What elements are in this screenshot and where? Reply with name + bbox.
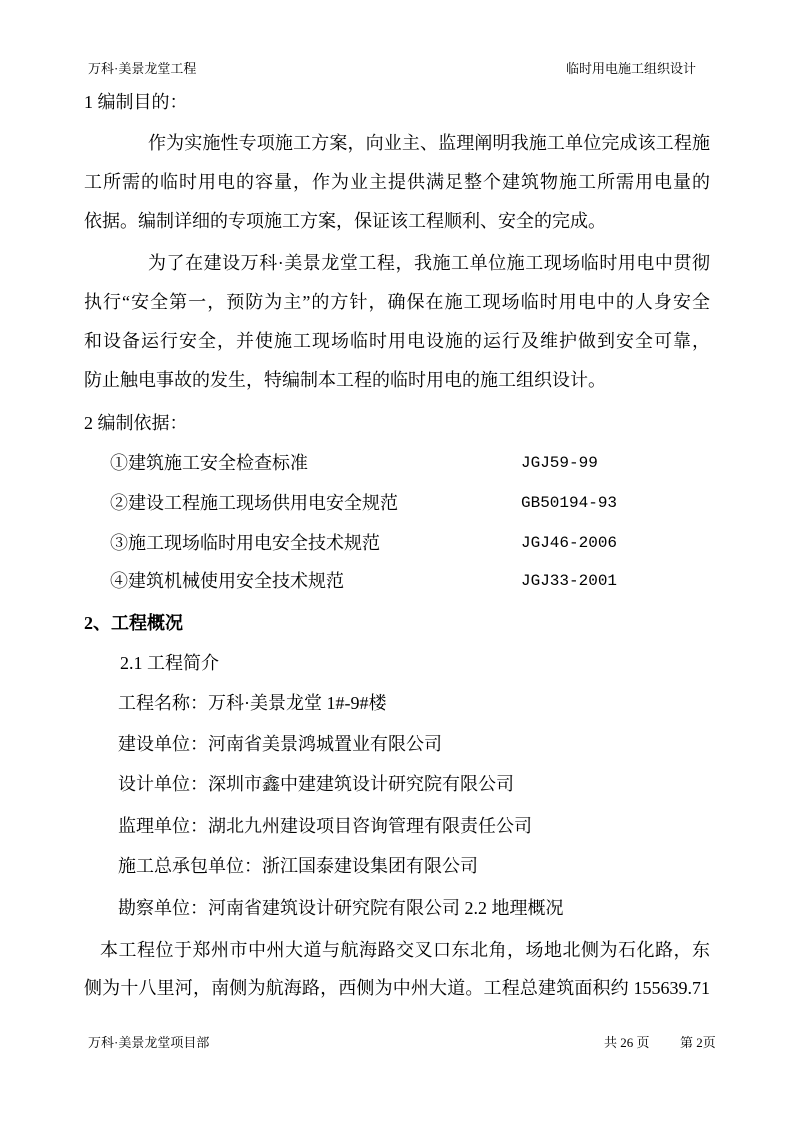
para2-line: 防止触电事故的发生，特编制本工程的临时用电的施工组织设计。	[84, 370, 606, 390]
project-info: 建设单位：河南省美景鸿城置业有限公司	[118, 734, 442, 754]
footer-left: 万科·美景龙堂项目部	[88, 1035, 210, 1050]
footer-total-pages: 共 26 页	[604, 1035, 650, 1050]
standard-name: ①建筑施工安全检查标准	[110, 453, 308, 473]
standard-code: GB50194-93	[521, 494, 618, 512]
para2-line: 执行“安全第一，预防为主”的方针，确保在施工现场临时用电中的人身安全	[84, 292, 710, 312]
standard-name: ②建设工程施工现场供用电安全规范	[110, 493, 398, 513]
para1-line: 依据。编制详细的专项施工方案，保证该工程顺利、安全的完成。	[84, 211, 606, 231]
project-info: 施工总承包单位：浙江国泰建设集团有限公司	[118, 856, 478, 876]
header-right: 临时用电施工组织设计	[566, 61, 697, 76]
project-info: 工程名称：万科·美景龙堂 1#-9#楼	[118, 693, 387, 713]
standard-code: JGJ59-99	[521, 454, 598, 472]
standard-name: ③施工现场临时用电安全技术规范	[110, 533, 380, 553]
standard-name: ④建筑机械使用安全技术规范	[110, 571, 344, 591]
section2-subtitle: 2.1 工程简介	[120, 653, 219, 673]
project-info: 勘察单位：河南省建筑设计研究院有限公司 2.2 地理概况	[118, 898, 564, 918]
para1-line: 作为实施性专项施工方案，向业主、监理阐明我施工单位完成该工程施	[148, 133, 710, 153]
para2-line: 和设备运行安全，并使施工现场临时用电设施的运行及维护做到安全可靠，	[84, 331, 710, 351]
footer-current-page: 第 2页	[680, 1035, 716, 1050]
para2-line: 为了在建设万科·美景龙堂工程，我施工单位施工现场临时用电中贯彻	[148, 253, 710, 273]
standard-code: JGJ33-2001	[521, 572, 618, 590]
project-info: 监理单位：湖北九州建设项目咨询管理有限责任公司	[118, 816, 532, 836]
para1-line: 工所需的临时用电的容量，作为业主提供满足整个建筑物施工所需用电量的	[84, 172, 710, 192]
location-line: 侧为十八里河，南侧为航海路，西侧为中州大道。工程总建筑面积约 155639.71	[84, 978, 710, 998]
basis-title: 2 编制依据：	[84, 413, 188, 433]
header-left: 万科·美景龙堂工程	[88, 61, 197, 76]
section2-title: 2、工程概况	[84, 613, 183, 633]
standard-code: JGJ46-2006	[521, 534, 618, 552]
project-info: 设计单位：深圳市鑫中建建筑设计研究院有限公司	[118, 774, 514, 794]
location-line: 本工程位于郑州市中州大道与航海路交叉口东北角，场地北侧为石化路，东	[100, 940, 710, 960]
section1-title: 1 编制目的：	[84, 92, 188, 112]
